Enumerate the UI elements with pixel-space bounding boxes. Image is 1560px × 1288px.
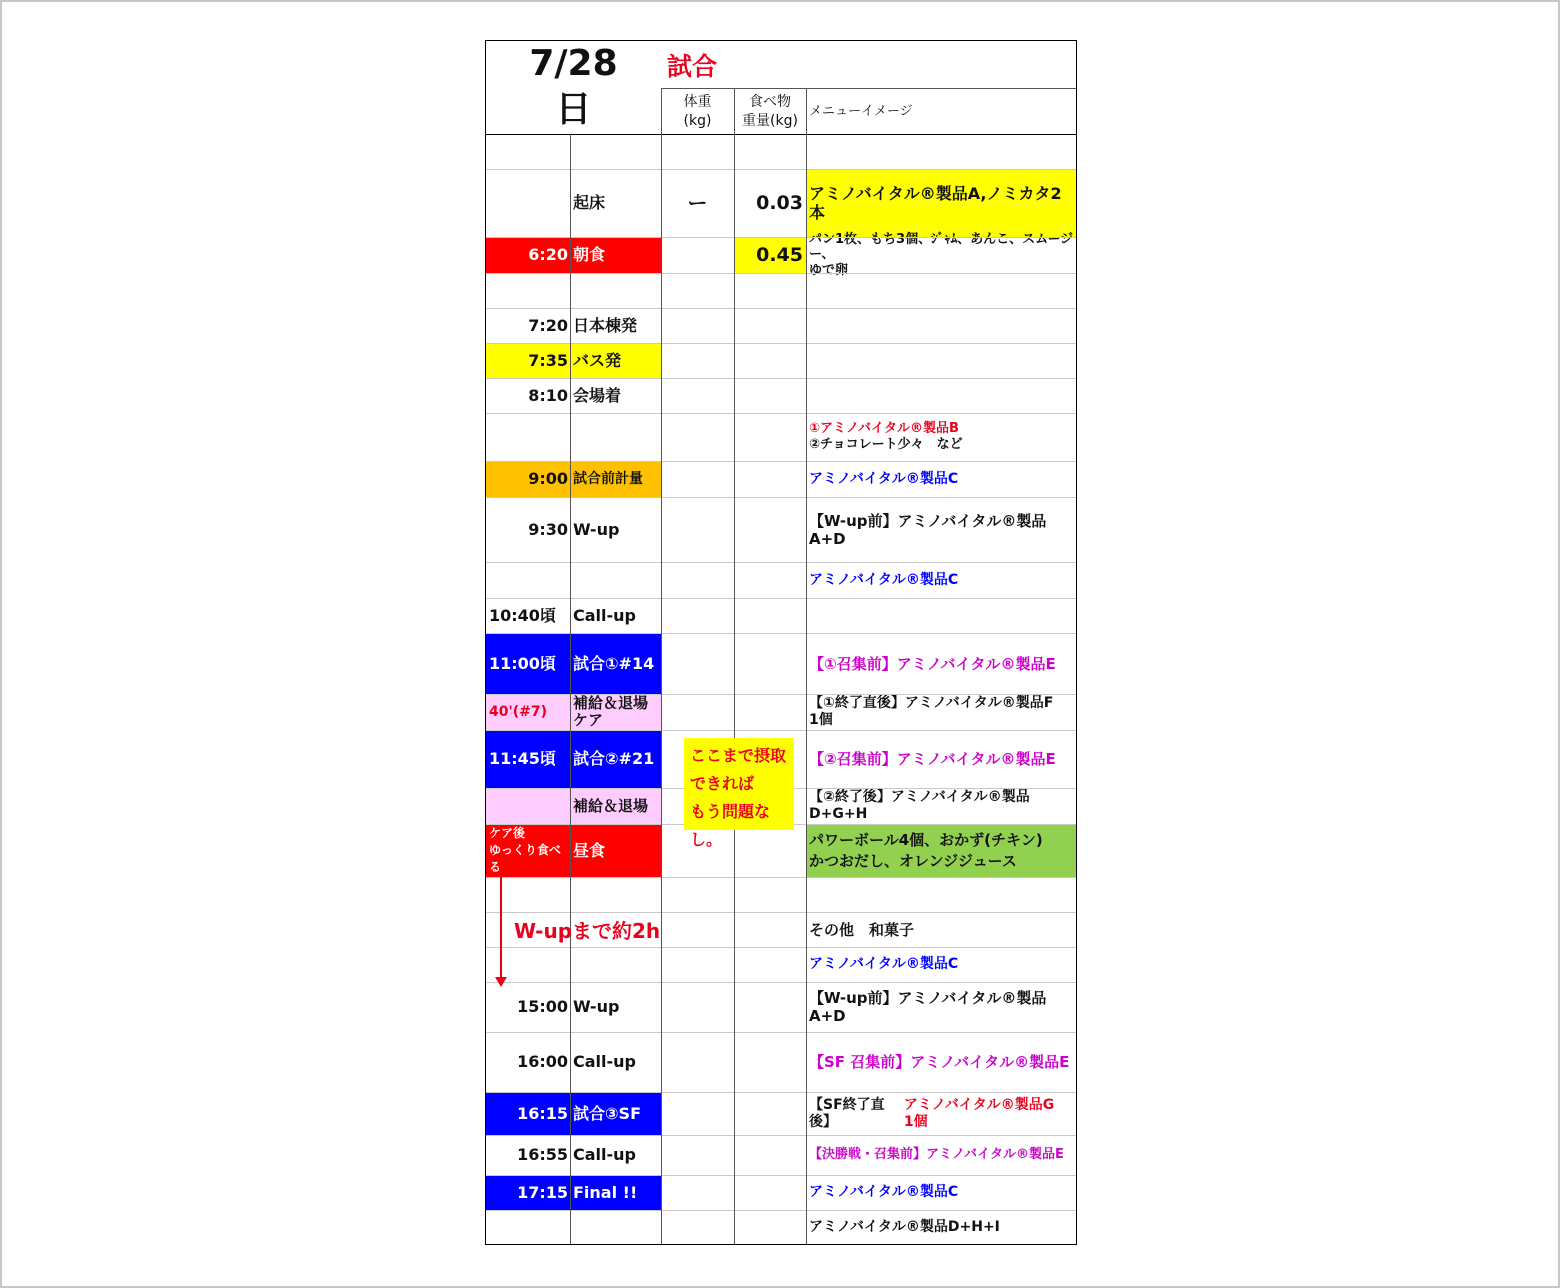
page-title: 試合 — [667, 52, 718, 81]
row-weigh — [486, 461, 1076, 497]
menu-text: 【SF終了直後】 アミノバイタル®製品G 1個 — [809, 1096, 1069, 1130]
row-wup2 — [486, 982, 1076, 1032]
grid-line — [486, 598, 1076, 599]
schedule-sheet — [485, 40, 1077, 1245]
col-header-food: 食べ物 重量(kg) — [742, 93, 798, 129]
row-bus — [486, 343, 1076, 378]
menu-text: アミノバイタル®製品C — [809, 470, 959, 487]
grid-line — [486, 169, 1076, 170]
row-c1 — [486, 562, 1076, 598]
time-label: 11:00頃 — [486, 633, 570, 694]
menu-text: 【決勝戦・召集前】アミノバイタル®製品E — [809, 1147, 1064, 1163]
time-label-empty — [486, 788, 570, 824]
time-label: 9:00 — [486, 461, 570, 497]
menu-text: その他 和菓子 — [809, 920, 915, 939]
menu-text: 【W-up前】アミノバイタル®製品A+D — [809, 511, 1047, 548]
grid-line — [486, 273, 1076, 274]
event-label: 補給＆退場 ケア — [570, 694, 661, 730]
grid-line — [486, 1092, 1076, 1093]
row-wake — [486, 169, 1076, 237]
grid-line — [486, 308, 1076, 309]
grid-line — [486, 694, 1076, 695]
row-wup1 — [486, 497, 1076, 562]
date-block — [486, 41, 661, 134]
row-arrive — [486, 378, 1076, 413]
menu-text: 【②召集前】アミノバイタル®製品E — [809, 750, 1056, 768]
grid-line — [486, 461, 1076, 462]
event-label: 日本棟発 — [573, 315, 638, 335]
grid-line — [486, 1032, 1076, 1033]
weight-value: ー — [687, 191, 708, 215]
menu-text: アミノバイタル®製品C — [809, 956, 959, 973]
col-header-weight: 体重 (kg) — [683, 93, 712, 129]
grid-line-vertical — [734, 89, 735, 1244]
grid-line — [486, 562, 1076, 563]
day-label: 日 — [555, 89, 592, 130]
grid-line — [486, 633, 1076, 634]
grid-line-vertical — [570, 134, 571, 1244]
grid-line — [486, 1175, 1076, 1176]
header-bottom-border — [486, 134, 1076, 135]
menu-text: アミノバイタル®製品C — [809, 571, 959, 588]
menu-text: ①アミノバイタル®製品B ②チョコレート少々 など — [809, 421, 963, 452]
date-label: 7/28 — [529, 43, 618, 84]
event-label: 補給＆退場 — [570, 788, 661, 824]
row-snack — [486, 413, 1076, 461]
menu-text: 【①終了直後】アミノバイタル®製品F 1個 — [809, 695, 1068, 728]
event-label: W-up — [573, 519, 620, 539]
grid-line — [486, 497, 1076, 498]
time-label: 7:35 — [486, 343, 570, 378]
time-label: 16:00 — [517, 1052, 568, 1072]
time-label: 15:00 — [517, 997, 568, 1017]
grid-line — [486, 237, 1076, 238]
grid-line — [486, 378, 1076, 379]
row-match1 — [486, 633, 1076, 694]
grid-line — [486, 912, 1076, 913]
grid-line — [486, 947, 1076, 948]
food-weight-value: 0.03 — [756, 191, 803, 214]
time-label: 40'(#7) — [486, 694, 570, 730]
callout-note: ここまで摂取 できれば もう問題なし。 — [684, 738, 794, 830]
grid-line — [486, 343, 1076, 344]
menu-text: アミノバイタル®製品D+H+I — [809, 1218, 1000, 1235]
menu-text: パワーボール4個、おかず(チキン) かつおだし、オレンジジュース — [806, 824, 1076, 877]
grid-line — [486, 1135, 1076, 1136]
event-label: Call-up — [573, 1052, 636, 1072]
menu-text: アミノバイタル®製品A,ノミカタ2本 — [806, 169, 1076, 237]
row-callup2 — [486, 1032, 1076, 1092]
grid-line — [486, 982, 1076, 983]
time-label: 9:30 — [528, 519, 568, 539]
time-label: 16:15 — [486, 1092, 570, 1135]
time-label: 17:15 — [486, 1175, 570, 1210]
event-label: Call-up — [573, 605, 636, 625]
time-label: 10:40頃 — [489, 605, 556, 625]
event-label: 試合②#21 — [570, 730, 661, 788]
food-weight-value: 0.45 — [734, 237, 806, 273]
grid-line — [486, 730, 1076, 731]
event-label: 試合前計量 — [570, 461, 661, 497]
event-label: W-up — [573, 997, 620, 1017]
row-callup1 — [486, 598, 1076, 633]
grid-line-vertical — [661, 89, 662, 1244]
row-breakfast — [486, 231, 1076, 278]
row-callup3 — [486, 1135, 1076, 1175]
event-label: 試合③SF — [570, 1092, 661, 1135]
grid-line — [486, 877, 1076, 878]
time-label: ケア後 ゆっくり食べる — [486, 824, 570, 877]
event-label: バス発 — [570, 343, 661, 378]
down-arrow-icon — [500, 877, 502, 983]
event-label: Final !! — [570, 1175, 661, 1210]
time-label: 6:20 — [486, 237, 570, 273]
row-sf — [486, 1092, 1076, 1135]
event-label: Call-up — [573, 1145, 636, 1165]
time-label: 16:55 — [517, 1145, 568, 1165]
time-label: 8:10 — [528, 385, 568, 405]
arrowhead-icon — [495, 977, 507, 987]
row-leave — [486, 308, 1076, 343]
menu-text: パン1枚、もち3個、ｼﾞｬﾑ、あんこ、スムージー、 ゆで卵 — [809, 231, 1074, 278]
menu-text: 【①召集前】アミノバイタル®製品E — [809, 654, 1056, 673]
row-c2 — [486, 947, 1076, 982]
event-label: 朝食 — [570, 237, 661, 273]
grid-line-vertical — [806, 89, 807, 1244]
row-final — [486, 1175, 1076, 1210]
row-supply1 — [486, 694, 1076, 730]
menu-text: アミノバイタル®製品C — [809, 1184, 959, 1201]
event-label: 会場着 — [573, 385, 622, 405]
menu-text: 【W-up前】アミノバイタル®製品A+D — [809, 989, 1047, 1025]
event-label: 昼食 — [570, 824, 661, 877]
menu-text: 【SF 召集前】アミノバイタル®製品E — [809, 1053, 1070, 1071]
grid-line — [486, 413, 1076, 414]
time-label: 11:45頃 — [486, 730, 570, 788]
time-label: 7:20 — [528, 315, 568, 335]
wup-interval-note: W-upまで約2h — [514, 919, 661, 943]
grid-line — [486, 1210, 1076, 1211]
row-last — [486, 1210, 1076, 1244]
menu-text: 【②終了後】アミノバイタル®製品D+G+H — [809, 789, 1030, 822]
col-header-menu: メニューイメージ — [809, 104, 913, 119]
event-label: 起床 — [573, 193, 606, 213]
event-label: 試合①#14 — [570, 633, 661, 694]
